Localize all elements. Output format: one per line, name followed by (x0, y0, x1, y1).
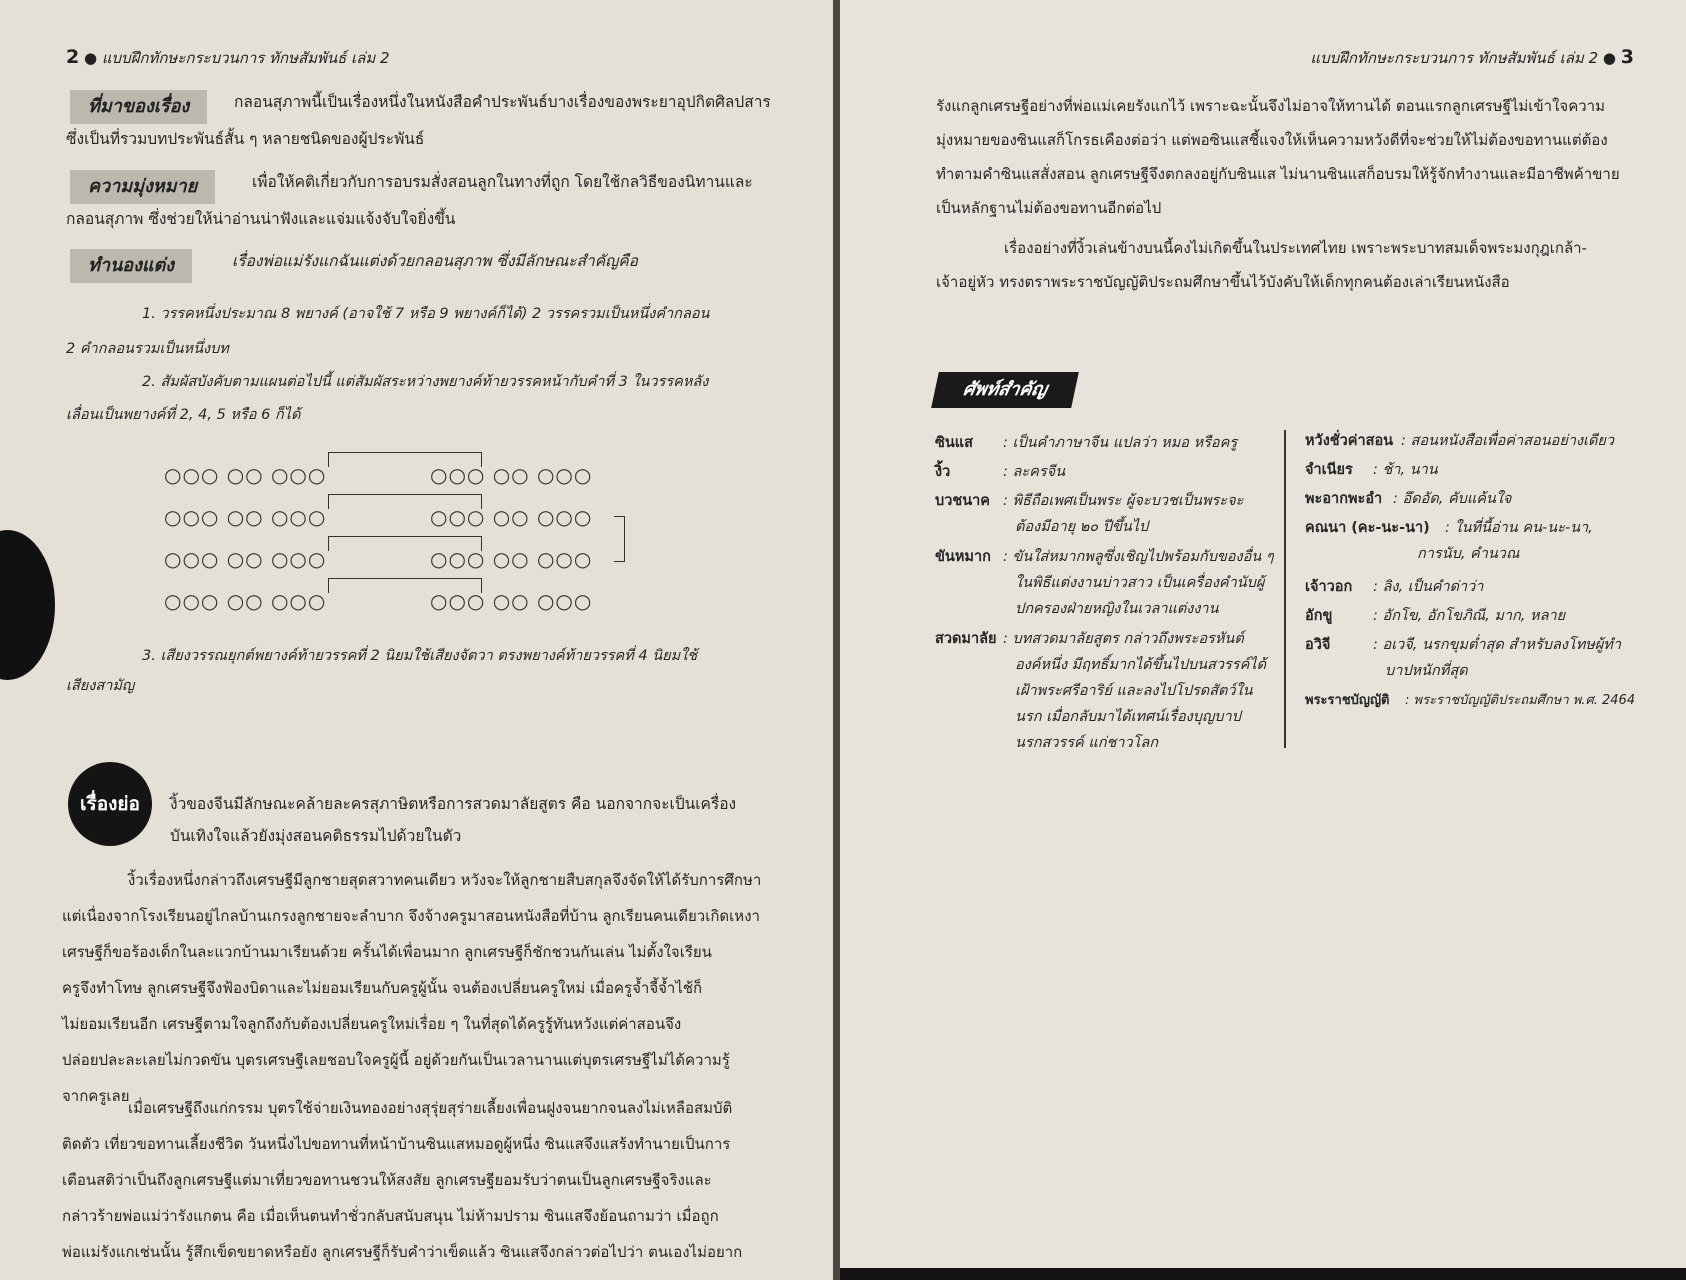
vocab-entry (1305, 457, 1665, 485)
para1-line: เป็นหลักฐานไม่ต้องขอทานอีกต่อไป (936, 199, 1162, 217)
binder-clip (0, 530, 55, 680)
vocab-term: ซินแส (935, 435, 973, 451)
story-line: แต่เนื่องจากโรงเรียนอยู่ไกลบ้านเกรงลูกชายจะลำบาก จึงจ้างครูมาสอนหนังสือที่บ้าน ลูกเรียนคนเดียวเกิดเหงา (62, 907, 760, 925)
vocab-def: : พระราชบัญญัติประถมศึกษา พ.ศ. 2464 (1405, 693, 1636, 708)
vocab-def: : ช้า, นาน (1373, 462, 1438, 478)
vocab-def: : อึดอัด, คับแค้นใจ (1393, 491, 1512, 507)
vocab-entry (935, 544, 1280, 624)
vocab-title: ศัพท์สำคัญ (931, 372, 1079, 408)
verse-pattern: ○○○ ○○ ○○○ (164, 589, 327, 613)
verse-pattern: ○○○ ○○ ○○○ (164, 505, 327, 529)
vocab-entry (1305, 603, 1665, 631)
vocab-def: ปกครองฝ่ายหญิงในเวลาแต่งงาน (1015, 601, 1219, 617)
vocab-term: หวังชั่วค่าสอน (1305, 433, 1394, 449)
vocab-entry (1305, 486, 1665, 514)
left-page (0, 0, 833, 1280)
para1-line: รังแกลูกเศรษฐีอย่างที่พ่อแม่เคยรังแกไว้ เพราะฉะนั้นจึงไม่อาจให้ทานได้ ตอนแรกลูกเศรษฐีไม่เข้าใจความ (936, 97, 1605, 115)
vocab-def: บาปหนักที่สุด (1385, 663, 1468, 679)
verse-pattern: ○○○ ○○ ○○○ (164, 463, 327, 487)
para2-line: เรื่องอย่างที่งิ้วเล่นข้างบนนี้คงไม่เกิดขึ้นในประเทศไทย เพราะพระบาทสมเด็จพระมงกุฎเกล้า- (1004, 239, 1587, 257)
page-number: 3 (1620, 46, 1634, 68)
bullet-icon: ● (84, 49, 102, 67)
verse-pattern: ○○○ ○○ ○○○ (430, 505, 593, 529)
vocab-entry (935, 488, 1275, 544)
source-line2: ซึ่งเป็นที่รวมบทประพันธ์สั้น ๆ หลายชนิดของผู้ประพันธ์ (66, 130, 425, 148)
vocab-def: ในพิธีแต่งงานบ่าวสาว เป็นเครื่องคำนับผู้ (1015, 575, 1265, 591)
summary-badge: เรื่องย่อ (68, 762, 152, 846)
story-line: งิ้วเรื่องหนึ่งกล่าวถึงเศรษฐีมีลูกชายสุดสวาทคนเดียว หวังจะให้ลูกชายสืบสกุลจึงจัดให้ได้รับการศึกษา (128, 871, 762, 889)
rhyme-link (614, 516, 625, 562)
vocab-term: อวิจี (1305, 637, 1331, 653)
vocab-def: : ลิง, เป็นคำด่าว่า (1373, 579, 1484, 595)
vocab-term: ขันหมาก (935, 549, 991, 565)
vocab-entry (935, 626, 1280, 758)
book-spine (833, 0, 840, 1280)
vocab-def: : พิธีถือเพศเป็นพระ ผู้จะบวชเป็นพระจะ (1003, 493, 1244, 509)
vocab-term: คณนา (คะ-นะ-นา) (1305, 520, 1430, 536)
para1-line: ทำตามคำซินแสสั่งสอน ลูกเศรษฐีจึงตกลงอยู่กับซินแส ไม่นานซินแสก็อบรมให้รู้จักทำงานและมีอาชีพค้าขาย (936, 165, 1620, 183)
vocab-def: การนับ, คำนวณ (1417, 546, 1520, 562)
vocab-term: จำเนียร (1305, 462, 1353, 478)
story-line: ติดตัว เที่ยวขอทานเลี้ยงชีวิต วันหนึ่งไปขอทานที่หน้าบ้านซินแสหมอดูผู้หนึ่ง ซินแสจึงแสร้งทำนายเป็นการ (62, 1135, 731, 1153)
purpose-line1: เพื่อให้คติเกี่ยวกับการอบรมสั่งสอนลูกในทางที่ถูก โดยใช้กลวิธีของนิทานและ (252, 173, 753, 191)
vocab-def: นรกสวรรค์ แก่ชาวโลก (1015, 735, 1159, 751)
vocab-def: : เป็นคำภาษาจีน แปลว่า หมอ หรือครู (1003, 435, 1238, 451)
rule3-line2: เสียงสามัญ (66, 678, 135, 694)
vocab-def: : ละครจีน (1003, 464, 1066, 480)
vocab-entry (1305, 515, 1665, 571)
vocab-term: อักขู (1305, 608, 1333, 624)
vocab-entry (935, 459, 1275, 487)
story-line: จากครูเลย (62, 1087, 130, 1105)
vocab-term: พะอากพะอำ (1305, 491, 1383, 507)
story-line: เศรษฐีก็ขอร้องเด็กในละแวกบ้านมาเรียนด้วย ครั้นได้เพื่อนมาก ลูกเศรษฐีก็ชักชวนกันเล่น ไม่ตั้งใจเรียน (62, 943, 712, 961)
vocab-def: : สอนหนังสือเพื่อค่าสอนอย่างเดียว (1401, 433, 1615, 449)
bottom-edge (840, 1268, 1686, 1280)
left-page-header (66, 46, 390, 70)
summary-line1: งิ้วของจีนมีลักษณะคล้ายละครสุภาษิตหรือการสวดมาลัยสูตร คือ นอกจากจะเป็นเครื่อง (170, 795, 737, 813)
bullet-icon: ● (1602, 49, 1621, 67)
vocab-term: งิ้ว (935, 464, 951, 480)
purpose-label: ความมุ่งหมาย (70, 170, 215, 204)
vocab-def: องค์หนึ่ง มีฤทธิ์มากได้ขึ้นไปบนสวรรค์ได้ (1015, 657, 1266, 673)
vocab-def: นรก เมื่อกลับมาได้เทศน์เรื่องบุญบาป (1015, 709, 1241, 725)
vocab-term: บวชนาค (935, 493, 990, 509)
vocab-def: : ในที่นี้อ่าน คน-นะ-นา, (1445, 520, 1593, 536)
vocab-entry (935, 430, 1275, 458)
source-line1: กลอนสุภาพนี้เป็นเรื่องหนึ่งในหนังสือคำประพันธ์บางเรื่องของพระยาอุปกิตศิลปสาร (234, 93, 771, 111)
header-title: แบบฝึกทักษะกระบวนการ ทักษสัมพันธ์ เล่ม 2 (101, 49, 390, 67)
story-line: ไม่ยอมเรียนอีก เศรษฐีตามใจลูกถึงกับต้องเปลี่ยนครูใหม่เรื่อย ๆ ในที่สุดได้ครูรู้ทันหวังแต่ค่าสอนจึง (62, 1015, 682, 1033)
verse-pattern: ○○○ ○○ ○○○ (164, 547, 327, 571)
right-page-header (1310, 46, 1634, 70)
vocab-entry (1305, 428, 1665, 456)
vocab-term: สวดมาลัย (935, 631, 997, 647)
vocab-entry (1305, 688, 1675, 716)
story-line: เตือนสติว่าเป็นถึงลูกเศรษฐีแต่มาเที่ยวขอทานชวนให้สงสัย ลูกเศรษฐียอมรับว่าตนเป็นลูกเศรษฐีจริงและ (62, 1171, 712, 1189)
story-line: พ่อแม่รังแกเช่นนั้น รู้สึกเข็ดขยาดหรือยัง ลูกเศรษฐีก็รับคำว่าเข็ดแล้ว ซินแสจึงกล่าวต่อไปว่า ตนเองไม่อยาก (62, 1243, 743, 1261)
form-label: ทำนองแต่ง (70, 249, 192, 283)
rule1-line2: 2 คำกลอนรวมเป็นหนึ่งบท (66, 341, 229, 357)
vocab-def: : บทสวดมาลัยสูตร กล่าวถึงพระอรหันต์ (1003, 631, 1244, 647)
rhyme-link (328, 578, 482, 593)
summary-line2: บันเทิงใจแล้วยังมุ่งสอนคติธรรมไปด้วยในตัว (170, 827, 462, 845)
vocab-def: : ขันใส่หมากพลูซึ่งเชิญไปพร้อมกับของอื่น ๆ (1003, 549, 1274, 565)
header-title: แบบฝึกทักษะกระบวนการ ทักษสัมพันธ์ เล่ม 2 (1310, 49, 1599, 67)
rhyme-link (328, 536, 482, 551)
para1-line: มุ่งหมายของซินแสก็โกรธเคืองต่อว่า แต่พอซินแสชี้แจงให้เห็นความหวังดีที่จะช่วยให้ไม่ต้องขอทานแต่ต้อง (936, 131, 1608, 149)
rhyme-link (328, 452, 482, 467)
story-line: ครูจึงทำโทษ ลูกเศรษฐีจึงฟ้องบิดาและไม่ยอมเรียนกับครูผู้นั้น จนต้องเปลี่ยนครูใหม่ เมื่อครูจ้ำจี้จ้ำไช้ก็ (62, 979, 703, 997)
vocab-def: : อักโข, อักโขภิณี, มาก, หลาย (1373, 608, 1566, 624)
form-intro: เรื่องพ่อแม่รังแกฉันแต่งด้วยกลอนสุภาพ ซึ่งมีลักษณะสำคัญคือ (232, 252, 638, 270)
vocab-term: เจ้าวอก (1305, 579, 1353, 595)
vocab-def: ต้องมีอายุ ๒๐ ปีขึ้นไป (1015, 519, 1149, 535)
para2-line: เจ้าอยู่หัว ทรงตราพระราชบัญญัติประถมศึกษาขึ้นไว้บังคับให้เด็กทุกคนต้องเล่าเรียนหนังสือ (936, 273, 1510, 291)
verse-pattern: ○○○ ○○ ○○○ (430, 589, 593, 613)
source-label: ที่มาของเรื่อง (70, 90, 207, 124)
vocab-entry (1305, 574, 1665, 602)
rule1-line1: 1. วรรคหนึ่งประมาณ 8 พยางค์ (อาจใช้ 7 หรือ 9 พยางค์ก็ได้) 2 วรรครวมเป็นหนึ่งคำกลอน (142, 306, 710, 322)
purpose-line2: กลอนสุภาพ ซึ่งช่วยให้น่าอ่านน่าฟังและแจ่มแจ้งจับใจยิ่งขึ้น (66, 210, 456, 228)
vocab-def: : อเวจี, นรกขุมต่ำสุด สำหรับลงโทษผู้ทำ (1373, 637, 1622, 653)
rule2-line2: เลื่อนเป็นพยางค์ที่ 2, 4, 5 หรือ 6 ก็ได้ (66, 407, 301, 423)
vocab-term: พระราชบัญญัติ (1305, 693, 1390, 708)
verse-pattern: ○○○ ○○ ○○○ (430, 547, 593, 571)
verse-pattern: ○○○ ○○ ○○○ (430, 463, 593, 487)
story-line: ปล่อยปละละเลยไม่กวดขัน บุตรเศรษฐีเลยชอบใจครูผู้นี้ อยู่ด้วยกันเป็นเวลานานแต่บุตรเศรษฐีไม่ได้ความรู้ (62, 1051, 730, 1069)
story-line: กล่าวร้ายพ่อแม่ว่ารังแกตน คือ เมื่อเห็นตนทำชั่วกลับสนับสนุน ไม่ห้ามปราม ซินแสจึงย้อนถามว่า เมื่อถูก (62, 1207, 719, 1225)
rule2-line1: 2. สัมผัสบังคับตามแผนต่อไปนี้ แต่สัมผัสระหว่างพยางค์ท้ายวรรคหน้ากับคำที่ 3 ในวรรคหลัง (142, 374, 709, 390)
vocab-divider (1284, 430, 1286, 748)
rhyme-link (328, 494, 482, 509)
page-number: 2 (66, 46, 80, 68)
rule3-line1: 3. เสียงวรรณยุกต์พยางค์ท้ายวรรคที่ 2 นิยมใช้เสียงจัตวา ตรงพยางค์ท้ายวรรคที่ 4 นิยมใช้ (142, 648, 698, 664)
story-line: เมื่อเศรษฐีถึงแก่กรรม บุตรใช้จ่ายเงินทองอย่างสุรุ่ยสุร่ายเลี้ยงเพื่อนฝูงจนยากจนลงไม่เหลือสมบัติ (128, 1099, 733, 1117)
vocab-entry (1305, 632, 1665, 688)
vocab-def: เฝ้าพระศรีอาริย์ และลงไปโปรดสัตว์ใน (1015, 683, 1253, 699)
